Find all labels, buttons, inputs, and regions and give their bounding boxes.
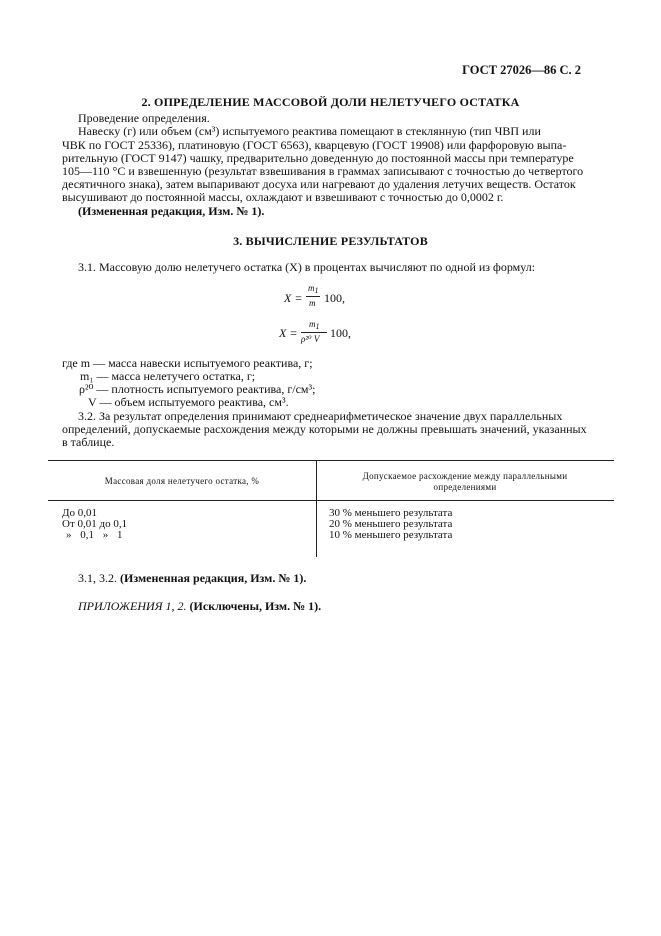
- section-2-line-2: ЧВК по ГОСТ 25336), платиновую (ГОСТ 6563), кварцевую (ГОСТ 19908) или фарфоровую выпа-: [62, 138, 567, 152]
- section-2-line-4: 105—110 °С и взвешенную (результат взвешивания в граммах записывают с точностью до четвертого: [62, 164, 584, 178]
- paragraph-3-1: 3.1. Массовую долю нелетучего остатка (X) в процентах вычисляют по одной из формул:: [78, 260, 536, 274]
- formula-1-lhs: X =: [284, 291, 303, 305]
- section-2-line-3: рительную (ГОСТ 9147) чашку, предварительно доведенную до постоянной массы при температуре: [62, 151, 574, 165]
- section-2-title: 2. ОПРЕДЕЛЕНИЕ МАССОВОЙ ДОЛИ НЕЛЕТУЧЕГО ОСТАТКА: [141, 95, 520, 109]
- table-header-col1: Массовая доля нелетучего остатка, %: [104, 476, 260, 486]
- table-cell-range: До 0,01: [62, 507, 98, 519]
- amendment-prefix: 3.1, 3.2.: [78, 571, 117, 585]
- formula-1-rhs: 100,: [324, 291, 345, 305]
- where-line-3: V — объем испытуемого реактива, см³.: [88, 395, 289, 409]
- table-cell-range: От 0,01 до 0,1: [62, 518, 128, 530]
- table-cell-tolerance: 20 % меньшего результата: [329, 518, 453, 530]
- paragraph-3-2-line-2: в таблице.: [62, 435, 115, 449]
- section-2-line-1: Навеску (г) или объем (см³) испытуемого реактива помещают в стеклянную (тип ЧВП или: [78, 124, 541, 138]
- section-2-line-6: высушивают до постоянной массы, охлаждают и взвешивают с точностью до 0,0002 г.: [62, 190, 504, 204]
- section-2-amendment: (Измененная редакция, Изм. № 1).: [78, 204, 265, 218]
- where-line-1: m₁ — масса нелетучего остатка, г;: [80, 369, 256, 383]
- formula-1-denominator: m: [309, 298, 316, 308]
- amendment-note: [78, 572, 306, 585]
- appendix-text: (Исключены, Изм. № 1).: [189, 599, 322, 613]
- where-line-2: ρ²⁰ — плотность испытуемого реактива, г/см³;: [79, 382, 316, 396]
- appendix-note: [78, 600, 321, 613]
- amendment-text: (Измененная редакция, Изм. № 1).: [120, 571, 307, 585]
- formula-2-rhs: 100,: [330, 326, 351, 340]
- appendix-prefix: ПРИЛОЖЕНИЯ 1, 2.: [78, 599, 187, 613]
- table-top-rule: [48, 460, 614, 461]
- paragraph-3-2-line-0: 3.2. За результат определения принимают среднеарифметическое значение двух параллельных: [78, 409, 563, 423]
- document-reference: ГОСТ 27026—86 С. 2: [462, 63, 581, 77]
- table-cell-range: » 0,1 » 1: [66, 529, 123, 541]
- formula-1-numerator: $m_1$: [308, 283, 319, 295]
- table-header-col2-line-1: определениями: [433, 482, 497, 492]
- formula-2-denominator: ρ²⁰ V: [301, 334, 320, 344]
- formula-2-lhs: X =: [279, 326, 298, 340]
- section-2-line-0: Проведение определения.: [78, 111, 210, 125]
- section-3-title: 3. ВЫЧИСЛЕНИЕ РЕЗУЛЬТАТОВ: [233, 234, 428, 248]
- where-line-0: где m — масса навески испытуемого реактива, г;: [62, 356, 313, 370]
- table-header-col2-line-0: Допускаемое расхождение между параллельными: [362, 471, 568, 481]
- fraction-bar: [306, 296, 320, 297]
- table-cell-tolerance: 10 % меньшего результата: [329, 529, 453, 541]
- formula-2-numerator: $m_1$: [309, 319, 320, 331]
- table-cell-tolerance: 30 % меньшего результата: [329, 507, 453, 519]
- fraction-bar: [301, 332, 327, 333]
- table-header-rule: [48, 500, 614, 501]
- section-2-line-5: десятичного знака), затем выпаривают досуха или нагревают до удаления летучих веществ. Остаток: [62, 177, 576, 191]
- paragraph-3-2-line-1: определений, допускаемые расхождения между которыми не должны превышать значений, указанных: [62, 422, 587, 436]
